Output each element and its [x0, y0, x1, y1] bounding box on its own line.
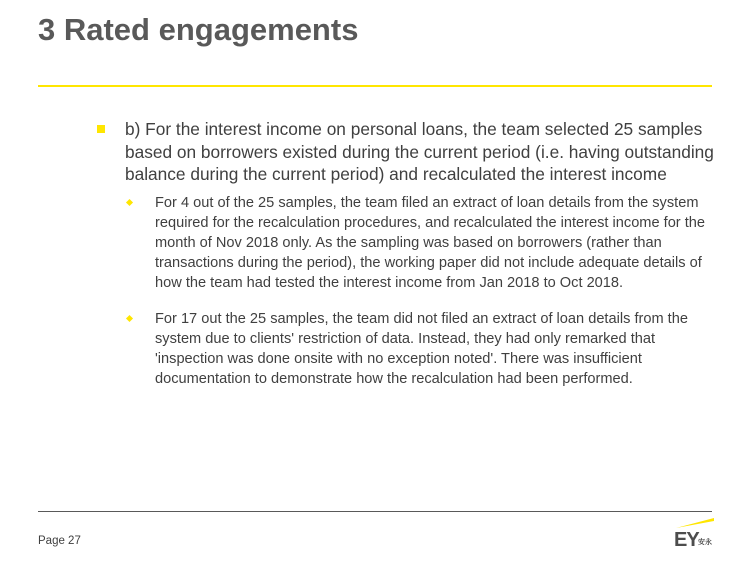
diamond-bullet-icon [126, 314, 133, 321]
sub-bullet [96, 193, 716, 294]
slide-content [96, 118, 716, 389]
ey-logo-icon [672, 516, 716, 552]
ey-logo-chinese: 安永 [698, 538, 712, 546]
slide-title: 3 Rated engagements [38, 12, 359, 47]
sub-bullet-list [96, 193, 716, 390]
sub-bullet-text: For 17 out the 25 samples, the team did not filed an extract of loan details from the system due to clients' restriction of data. Instead, they had only remarked that 'inspection was done onsite with no exception noted'. There was insufficient documentation to demonstrate how the recalculation had been performed. [155, 310, 688, 388]
title-divider [38, 85, 712, 87]
main-bullet [96, 118, 716, 186]
main-bullet-text: b) For the interest income on personal loans, the team selected 25 samples based on borrowers existed during the current period (i.e. having outstanding balance during the current period) and recalculated the interest income [125, 119, 714, 184]
diamond-bullet-icon [126, 198, 133, 205]
sub-bullet-text: For 4 out of the 25 samples, the team filed an extract of loan details from the system required for the recalculation procedures, and recalculated the interest income for the month of Nov 2018 only. As the sampling was based on borrowers (rather than transactions during the period), the working paper did not include adequate details of how the team had tested the interest income from Jan 2018 to Oct 2018. [155, 194, 706, 292]
square-bullet-icon [97, 125, 105, 133]
ey-logo-letters: EY [674, 529, 699, 551]
page-number: Page 27 [38, 535, 81, 547]
ey-beam-icon [676, 518, 714, 528]
sub-bullet [96, 309, 716, 390]
footer-divider [38, 511, 712, 512]
